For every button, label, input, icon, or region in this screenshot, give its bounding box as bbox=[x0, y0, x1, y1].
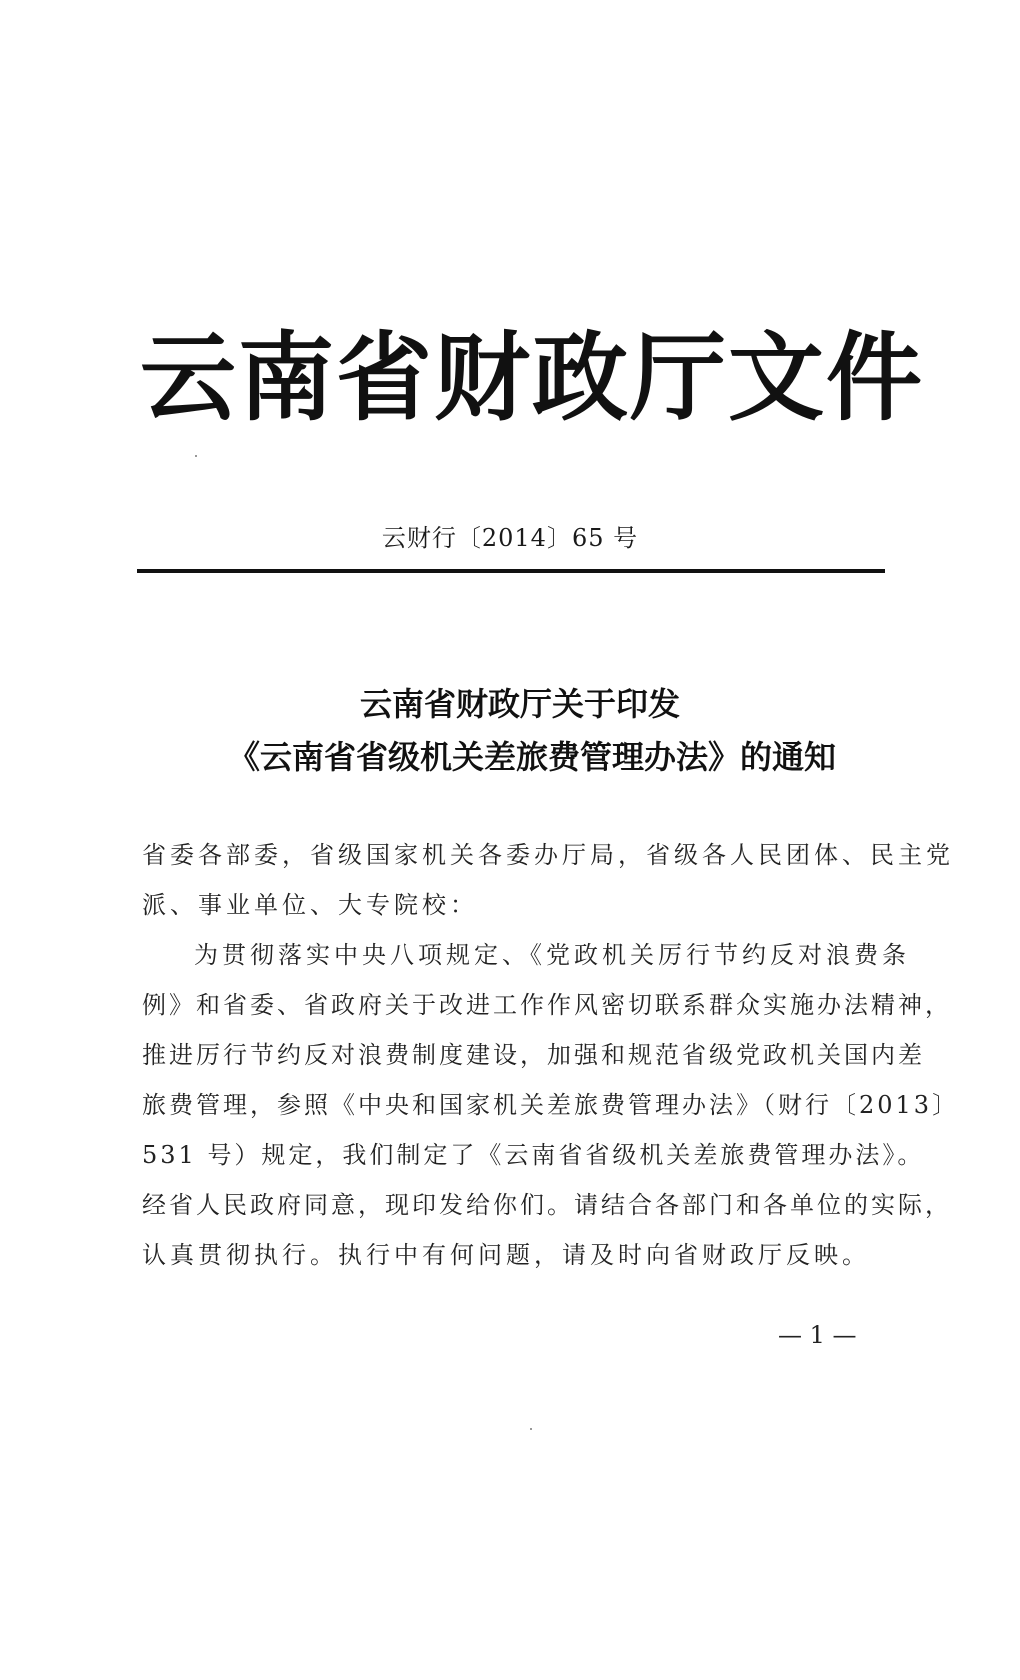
scan-speck bbox=[530, 1428, 532, 1430]
body-line: 认真贯彻执行。执行中有何问题，请及时向省财政厅反映。 bbox=[142, 1241, 870, 1269]
scan-speck bbox=[195, 455, 197, 457]
masthead-char: 云 bbox=[140, 321, 238, 434]
body-line: 例》和省委、省政府关于改进工作作风密切联系群众实施办法精神， bbox=[142, 991, 952, 1019]
masthead-char: 政 bbox=[532, 321, 630, 434]
body-line: 派、事业单位、大专院校： bbox=[142, 891, 478, 919]
body-line: 为贯彻落实中央八项规定、《党政机关厉行节约反对浪费条 bbox=[194, 941, 910, 969]
header-divider bbox=[137, 569, 885, 573]
document-number: 云财行〔2014〕65 号 bbox=[381, 524, 639, 552]
body-line: 531 号）规定，我们制定了《云南省省级机关差旅费管理办法》。 bbox=[142, 1141, 925, 1169]
body-line: 推进厉行节约反对浪费制度建设，加强和规范省级党政机关国内差 bbox=[142, 1041, 925, 1069]
masthead-title bbox=[140, 318, 924, 438]
notice-title-line-1: 云南省财政厅关于印发 bbox=[359, 685, 680, 723]
notice-title-line-2: 《云南省省级机关差旅费管理办法》的通知 bbox=[227, 738, 836, 776]
masthead-char: 文 bbox=[728, 321, 826, 434]
body-line: 省委各部委，省级国家机关各委办厅局，省级各人民团体、民主党 bbox=[142, 841, 954, 869]
masthead-char: 件 bbox=[826, 321, 924, 434]
masthead-char: 省 bbox=[336, 321, 434, 434]
notice-body bbox=[142, 830, 960, 1280]
body-line: 经省人民政府同意，现印发给你们。请结合各部门和各单位的实际， bbox=[142, 1191, 952, 1219]
masthead-char: 厅 bbox=[630, 321, 728, 434]
body-line: 旅费管理，参照《中央和国家机关差旅费管理办法》（财行〔2013〕 bbox=[142, 1091, 960, 1119]
masthead-char: 财 bbox=[434, 321, 532, 434]
page-number: — 1 — bbox=[778, 1321, 857, 1349]
masthead-char: 南 bbox=[238, 321, 336, 434]
